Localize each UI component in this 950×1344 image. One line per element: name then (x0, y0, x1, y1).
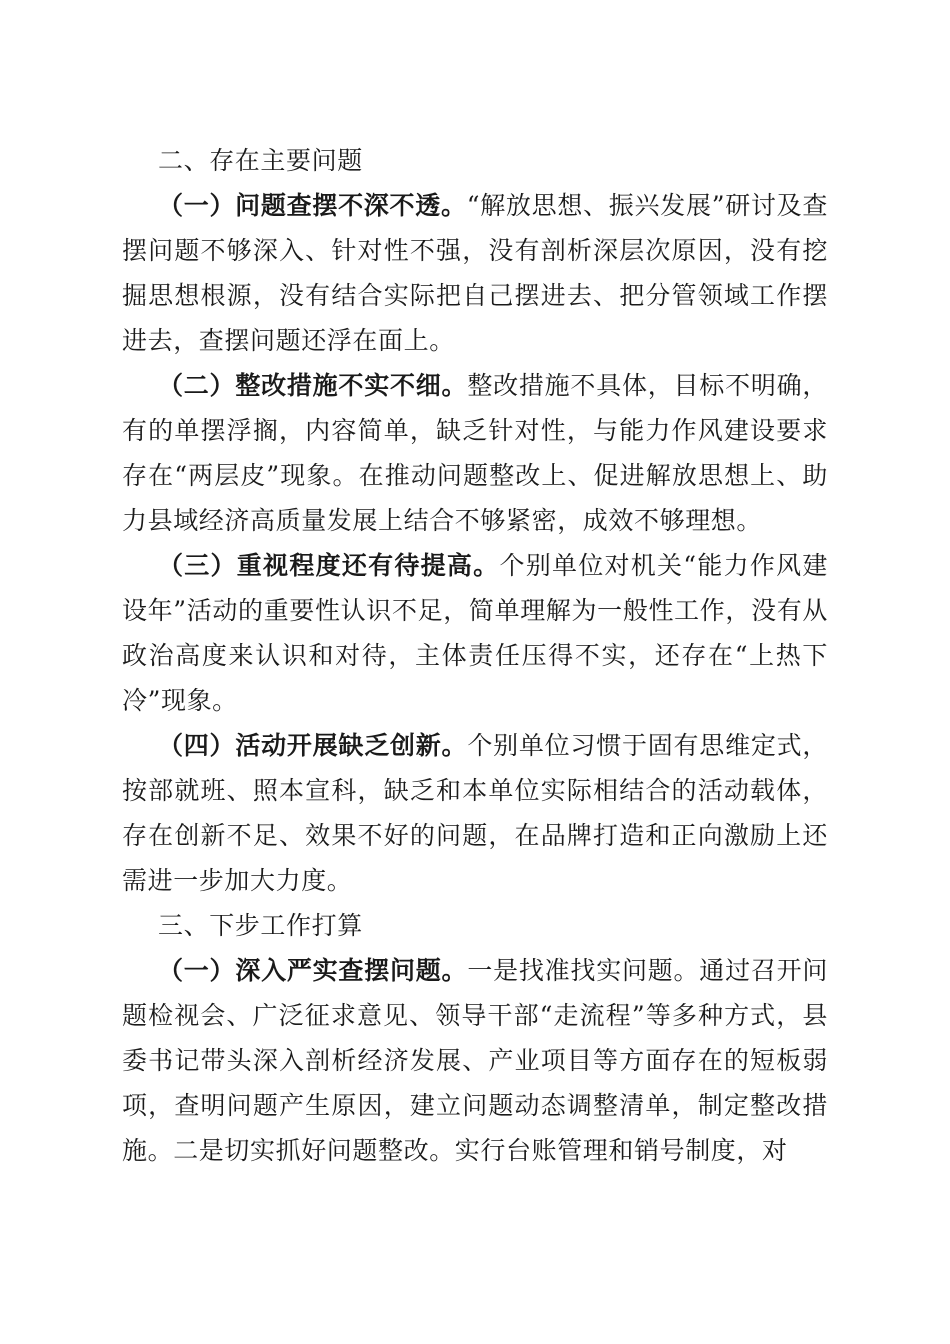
paragraph-lead: （二）整改措施不实不细。 (158, 371, 468, 400)
paragraph-problem-4 (122, 723, 828, 903)
paragraph-text: 个别单位习惯于固有思维定式，按部就班、照本宣科，缺乏和本单位实际相结合的活动载体，存在创新不足、效果不好的问题，在品牌打造和正向激励上还需进一步加大力度。 (122, 731, 828, 895)
paragraph-lead: （一）问题查摆不深不透。 (158, 191, 467, 220)
paragraph-lead: （四）活动开展缺乏创新。 (158, 731, 468, 760)
paragraph-text: 整改措施不具体，目标不明确，有的单摆浮搁，内容简单，缺乏针对性，与能力作风建设要求存在“两层皮”现象。在推动问题整改上、促进解放思想上、助力县域经济高质量发展上结合不够紧密，成效不够理想。 (122, 371, 828, 535)
document-body (122, 138, 828, 1173)
paragraph-text: “解放思想、振兴发展”研讨及查摆问题不够深入、针对性不强，没有剖析深层次原因，没有挖掘思想根源，没有结合实际把自己摆进去、把分管领域工作摆进去，查摆问题还浮在面上。 (122, 191, 828, 355)
section-heading-problems: 二、存在主要问题 (158, 146, 363, 175)
paragraph-problem-2 (122, 363, 828, 543)
paragraph-text: 一是找准找实问题。通过召开问题检视会、广泛征求意见、领导干部“走流程”等多种方式，县委书记带头深入剖析经济发展、产业项目等方面存在的短板弱项，查明问题产生原因，建立问题动态调整清单，制定整改措施。二是切实抓好问题整改。实行台账管理和销号制度，对 (122, 956, 828, 1165)
paragraph-plan-1 (122, 948, 828, 1173)
paragraph-lead: （一）深入严实查摆问题。 (158, 956, 468, 985)
paragraph-lead: （三）重视程度还有待提高。 (158, 551, 500, 580)
paragraph-text: 个别单位对机关“能力作风建设年”活动的重要性认识不足，简单理解为一般性工作，没有从政治高度来认识和对待，主体责任压得不实，还存在“上热下冷”现象。 (122, 551, 828, 715)
section-heading-next-steps: 三、下步工作打算 (158, 911, 363, 940)
paragraph-problem-3 (122, 543, 828, 723)
paragraph-problem-1 (122, 183, 828, 363)
